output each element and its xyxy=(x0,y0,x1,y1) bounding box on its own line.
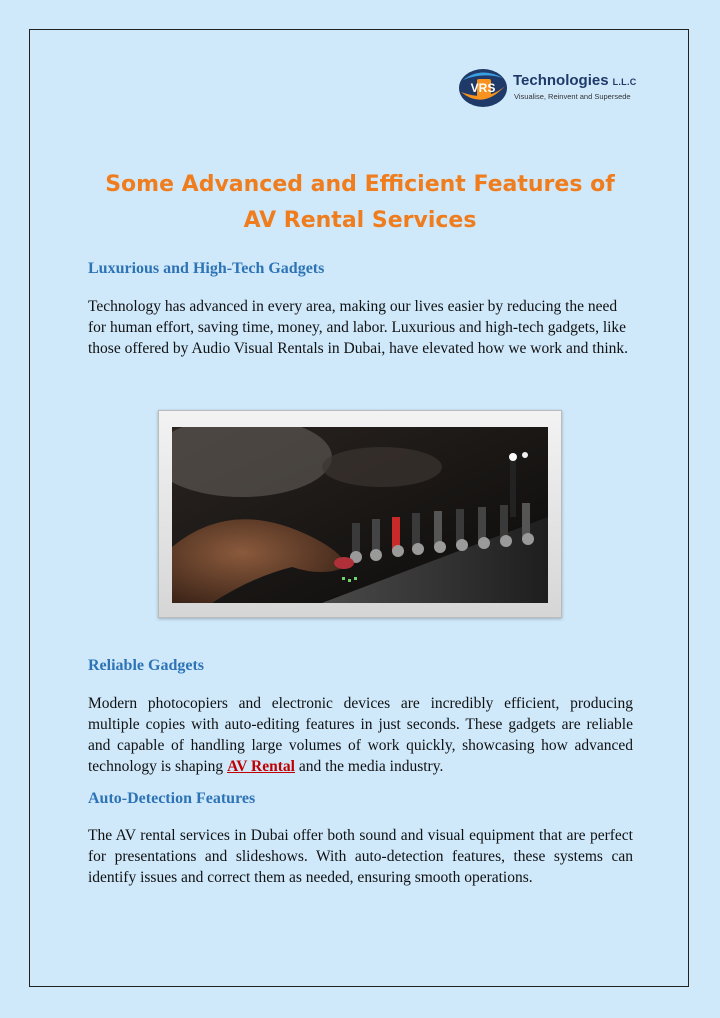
av-rental-link[interactable]: AV Rental xyxy=(227,758,295,775)
vrs-logo-icon xyxy=(457,66,509,110)
section-heading-reliable: Reliable Gadgets xyxy=(88,657,204,674)
audio-mixer-photo xyxy=(172,427,548,603)
logo-tagline: Visualise, Reinvent and Supersede xyxy=(514,92,631,101)
page-title xyxy=(60,167,660,239)
logo-company-name: Technologies L.L.C xyxy=(513,72,637,89)
svg-text:VRS: VRS xyxy=(470,81,496,95)
title-line-2: AV Rental Services xyxy=(243,208,477,233)
section-heading-luxurious: Luxurious and High-Tech Gadgets xyxy=(88,260,325,277)
section-paragraph-luxurious: Technology has advanced in every area, making our lives easier by reducing the need for human effort, saving time, money, and labor. Luxurious and high-tech gadgets, like those offered by Audio Visual Rentals in Dubai, have elevated how we work and think. xyxy=(88,298,629,357)
title-line-1: Some Advanced and Efficient Features of xyxy=(105,172,615,197)
section-paragraph-reliable: Modern photocopiers and electronic devices are incredibly efficient, producing multiple copies with auto-editing features in just seconds. These gadgets are reliable and capable of handling large volumes of work quickly, showcasing how advanced technology is shaping AV Rental and the media industry. xyxy=(88,695,633,775)
photo-frame xyxy=(158,410,562,618)
logo-suffix: L.L.C xyxy=(612,77,637,87)
company-logo xyxy=(457,66,637,110)
section-paragraph-auto-detection: The AV rental services in Dubai offer both sound and visual equipment that are perfect for presentations and slideshows. With auto-detection features, these systems can identify issues and correct them as needed, ensuring smooth operations. xyxy=(88,827,633,886)
section-heading-auto-detection: Auto-Detection Features xyxy=(88,790,256,807)
